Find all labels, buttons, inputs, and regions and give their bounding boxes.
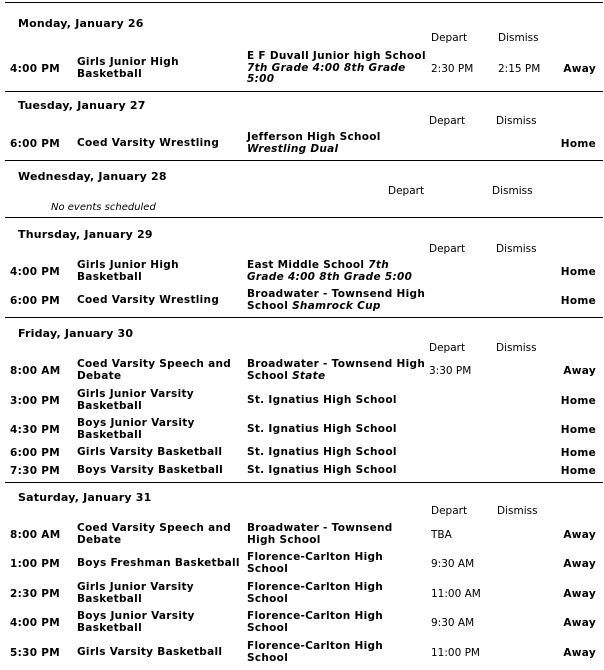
depart-header: Depart [429, 243, 466, 255]
divider [5, 160, 603, 161]
day-heading: Tuesday, January 27 [18, 99, 146, 112]
depart-header: Depart [429, 115, 466, 127]
depart-time: 9:30 AM [431, 558, 475, 570]
event-location: Florence-Carlton High School [247, 610, 384, 634]
event-time: 1:00 PM [10, 558, 61, 570]
day-heading: Wednesday, January 28 [18, 170, 167, 183]
depart-time: 11:00 AM [431, 588, 481, 600]
event-note: 7th Grade 4:00 8th Grade 5:00 [247, 61, 406, 85]
event-location: Florence-Carlton High School [247, 640, 384, 664]
event-name: Girls Junior High Basketball [77, 259, 179, 283]
divider [5, 317, 603, 318]
dismiss-time: 2:15 PM [498, 63, 541, 75]
event-note: Shamrock Cup [292, 299, 381, 312]
event-location: Florence-Carlton High School [247, 581, 384, 605]
event-location: Broadwater - Townsend High School State [247, 358, 426, 382]
depart-time: 11:00 PM [431, 647, 480, 659]
event-note: 7th Grade 4:00 8th Grade 5:00 [247, 259, 413, 283]
no-events-message: No events scheduled [51, 202, 156, 213]
event-name: Coed Varsity Speech and Debate [77, 522, 232, 546]
event-note: State [292, 369, 326, 382]
day-heading: Saturday, January 31 [18, 491, 152, 504]
event-location: Jefferson High School Wrestling Dual [247, 131, 381, 155]
event-location: Broadwater - Townsend High School [247, 522, 393, 546]
divider [5, 217, 603, 218]
event-name: Girls Junior Varsity Basketball [77, 581, 194, 605]
home-away-status: Home [560, 447, 596, 459]
divider [5, 2, 603, 3]
home-away-status: Away [563, 529, 596, 541]
home-away-status: Home [560, 295, 596, 307]
divider [5, 91, 603, 92]
event-location: St. Ignatius High School [247, 423, 397, 435]
dismiss-header: Dismiss [492, 185, 533, 197]
home-away-status: Home [560, 424, 596, 436]
home-away-status: Home [560, 138, 596, 150]
event-location: Broadwater - Townsend High School Shamrock Cup [247, 288, 426, 312]
depart-time: 2:30 PM [431, 63, 474, 75]
home-away-status: Home [560, 266, 596, 278]
depart-time: TBA [431, 529, 452, 541]
depart-time: 9:30 AM [431, 617, 475, 629]
day-heading: Friday, January 30 [18, 327, 134, 340]
home-away-status: Home [560, 395, 596, 407]
depart-time: 3:30 PM [429, 365, 472, 377]
event-time: 4:30 PM [10, 424, 61, 436]
event-name: Girls Varsity Basketball [77, 646, 223, 658]
event-time: 4:00 PM [10, 63, 61, 75]
event-location: St. Ignatius High School [247, 394, 397, 406]
event-time: 6:00 PM [10, 138, 61, 150]
home-away-status: Away [563, 617, 596, 629]
event-time: 4:00 PM [10, 266, 61, 278]
event-time: 8:00 AM [10, 365, 61, 377]
event-time: 8:00 AM [10, 529, 61, 541]
depart-header: Depart [429, 342, 466, 354]
event-name: Coed Varsity Wrestling [77, 294, 220, 306]
event-location: E F Duvall Junior high School 7th Grade 4:00 8th Grade 5:00 [247, 50, 426, 85]
day-heading: Thursday, January 29 [18, 228, 153, 241]
day-heading: Monday, January 26 [18, 17, 144, 30]
event-note: Wrestling Dual [247, 142, 339, 155]
home-away-status: Away [563, 588, 596, 600]
event-time: 6:00 PM [10, 295, 61, 307]
event-name: Boys Freshman Basketball [77, 557, 240, 569]
depart-header: Depart [388, 185, 425, 197]
event-time: 5:30 PM [10, 647, 61, 659]
home-away-status: Away [563, 558, 596, 570]
depart-header: Depart [431, 32, 468, 44]
event-name: Coed Varsity Speech and Debate [77, 358, 232, 382]
dismiss-header: Dismiss [498, 32, 539, 44]
event-time: 4:00 PM [10, 617, 61, 629]
divider [5, 482, 603, 483]
dismiss-header: Dismiss [496, 243, 537, 255]
event-name: Boys Junior Varsity Basketball [77, 417, 195, 441]
event-name: Coed Varsity Wrestling [77, 137, 220, 149]
event-time: 2:30 PM [10, 588, 61, 600]
event-time: 7:30 PM [10, 465, 61, 477]
event-name: Girls Varsity Basketball [77, 446, 223, 458]
event-location: St. Ignatius High School [247, 446, 397, 458]
dismiss-header: Dismiss [497, 505, 538, 517]
home-away-status: Away [563, 63, 596, 75]
event-name: Boys Junior Varsity Basketball [77, 610, 195, 634]
home-away-status: Away [563, 365, 596, 377]
event-name: Girls Junior High Basketball [77, 56, 179, 80]
dismiss-header: Dismiss [496, 115, 537, 127]
dismiss-header: Dismiss [496, 342, 537, 354]
event-name: Girls Junior Varsity Basketball [77, 388, 194, 412]
event-location: East Middle School 7th Grade 4:00 8th Grade 5:00 [247, 259, 413, 283]
depart-header: Depart [431, 505, 468, 517]
event-location: Florence-Carlton High School [247, 551, 384, 575]
home-away-status: Home [560, 465, 596, 477]
event-name: Boys Varsity Basketball [77, 464, 224, 476]
event-location: St. Ignatius High School [247, 464, 397, 476]
home-away-status: Away [563, 647, 596, 659]
event-time: 3:00 PM [10, 395, 61, 407]
event-time: 6:00 PM [10, 447, 61, 459]
